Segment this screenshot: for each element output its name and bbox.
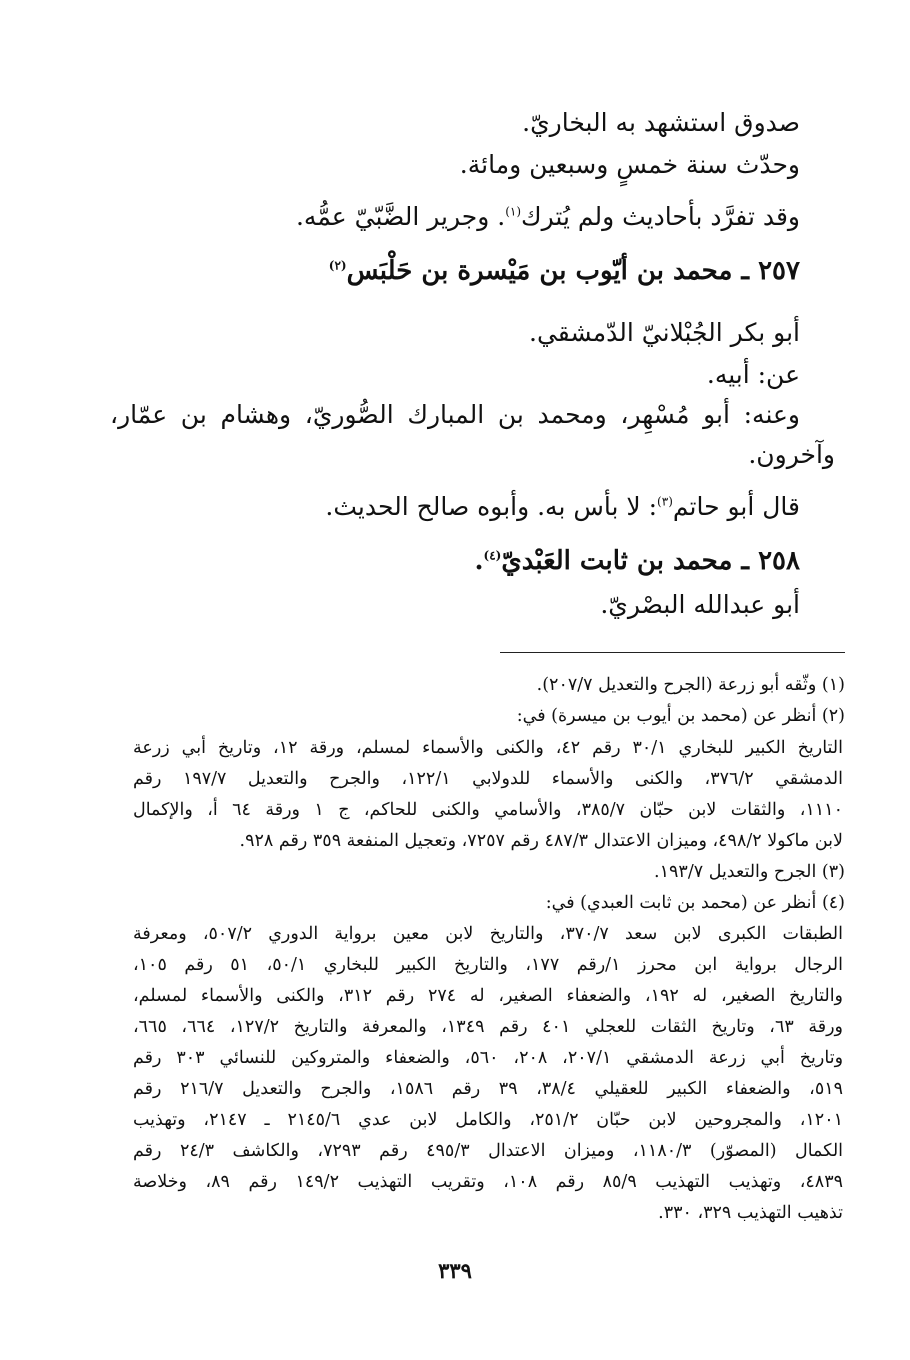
body-line-9: [325, 492, 800, 521]
footnote-marker-4: (٤): [483, 548, 502, 563]
footnote-2-line-3: ١١١٠، والثقات لابن حبّان ٣٨٥/٧، والأسامي والكنى للحاكم، ج ١ ورقة ٦٤ أ، والإكمال: [133, 800, 843, 820]
entry-257-title: ٢٥٧ ـ محمد بن أيّوب بن مَيْسرة بن حَلْبَس: [346, 256, 800, 286]
footnote-4-line-3: والتاريخ الصغير، له ١٩٢، والضعفاء الصغير، له ٢٧٤ رقم ٣١٢، والكنى والأسماء لمسلم،: [133, 986, 844, 1006]
footnote-4-line-2: الرجال برواية ابن محرز ١/رقم ١٧٧، والتاريخ الكبير للبخاري ٥٠/١، ٥١ رقم ١٠٥،: [133, 955, 844, 975]
footnote-2-line-4: لابن ماكولا ٤٩٨/٢، وميزان الاعتدال ٤٨٧/٣ رقم ٧٢٥٧، وتعجيل المنفعة ٣٥٩ رقم ٩٢٨.: [239, 831, 843, 851]
footnote-2-heading: (٢) أنظر عن (محمد بن أيوب بن ميسرة) في:: [516, 706, 845, 726]
body-line-6: عن: أبيه.: [706, 360, 800, 389]
entry-258-heading: [474, 546, 800, 576]
footnote-divider: [500, 652, 845, 653]
footnote-marker-2: (٢): [328, 258, 347, 273]
footnote-4-heading: (٤) أنظر عن (محمد بن ثابت العبدي) في:: [545, 893, 845, 913]
body-line-9-rest: : لا بأس به. وأبوه صالح الحديث.: [325, 492, 658, 521]
body-line-9-text: قال أبو حاتم: [672, 492, 800, 521]
page-number: ٣٣٩: [438, 1258, 472, 1283]
footnote-4-line-1: الطبقات الكبرى لابن سعد ٣٧٠/٧، والتاريخ لابن معين برواية الدوري ٥٠٧/٢، ومعرفة: [133, 924, 843, 944]
footnote-4-line-8: الكمال (المصوّر) ١١٨٠/٣، وميزان الاعتدال ٤٩٥/٣ رقم ٧٢٩٣، والكاشف ٢٤/٣ رقم: [133, 1141, 844, 1161]
footnote-1: (١) وثّقه أبو زرعة (الجرح والتعديل ٢٠٧/٧).: [536, 675, 845, 695]
body-line-3-text: وقد تفرَّد بأحاديث ولم يُترك: [521, 202, 800, 231]
body-line-7: وعنه: أبو مُسْهِر، ومحمد بن المبارك الصُّوريّ، وهشام بن عمّار،: [110, 400, 800, 429]
footnote-2-line-2: الدمشقي ٣٧٦/٢، والكنى والأسماء للدولابي ١٢٢/١، والجرح والتعديل ١٩٧/٧ رقم: [133, 769, 843, 789]
footnote-marker-1: (١): [505, 204, 522, 219]
footnote-2-line-1: التاريخ الكبير للبخاري ٣٠/١ رقم ٤٢، والكنى والأسماء لمسلم، ورقة ١٢، وتاريخ أبي زرعة: [133, 738, 844, 758]
body-line-5: أبو بكر الجُبْلانيّ الدّمشقي.: [529, 318, 800, 347]
footnote-4-line-4: ورقة ٦٣، وتاريخ الثقات للعجلي ٤٠١ رقم ١٣٤٩، والمعرفة والتاريخ ١٢٧/٢، ٦٦٤، ٦٦٥،: [133, 1017, 843, 1037]
footnote-marker-3: (٣): [657, 494, 673, 509]
body-line-3: [296, 202, 800, 231]
footnote-4-line-7: ١٢٠١، والمجروحين لابن حبّان ٢٥١/٢، والكامل لابن عدي ٢١٤٥/٦ ـ ٢١٤٧، وتهذيب: [133, 1110, 843, 1130]
footnote-4-line-10: تذهيب التهذيب ٣٢٩، ٣٣٠.: [658, 1203, 843, 1223]
footnote-4-line-9: ٤٨٣٩، وتهذيب التهذيب ٨٥/٩ رقم ١٠٨، وتقريب التهذيب ١٤٩/٢ رقم ٨٩، وخلاصة: [133, 1172, 843, 1192]
footnote-3: (٣) الجرح والتعديل ١٩٣/٧.: [654, 862, 845, 882]
footnote-4-line-6: ٥١٩، والضعفاء الكبير للعقيلي ٣٨/٤، ٣٩ رقم ١٥٨٦، والجرح والتعديل ٢١٦/٧ رقم: [133, 1079, 844, 1099]
entry-258-title: ٢٥٨ ـ محمد بن ثابت العَبْديّ: [501, 546, 800, 576]
entry-257-heading: [329, 256, 800, 286]
body-line-2: وحدّث سنة خمسٍ وسبعين ومائة.: [459, 150, 800, 179]
entry-258-end: .: [474, 546, 484, 576]
body-line-8: وآخرون.: [748, 440, 835, 469]
footnote-4-line-5: وتاريخ أبي زرعة الدمشقي ٢٠٧/١، ٢٠٨، ٥٦٠، والضعفاء والمتروكين للنسائي ٣٠٣ رقم: [133, 1048, 844, 1068]
body-line-1: صدوق استشهد به البخاريّ.: [522, 108, 800, 137]
body-line-3-rest: . وجرير الضَّبّيّ عمُّه.: [295, 202, 506, 231]
body-line-11: أبو عبدالله البصْريّ.: [600, 590, 800, 619]
